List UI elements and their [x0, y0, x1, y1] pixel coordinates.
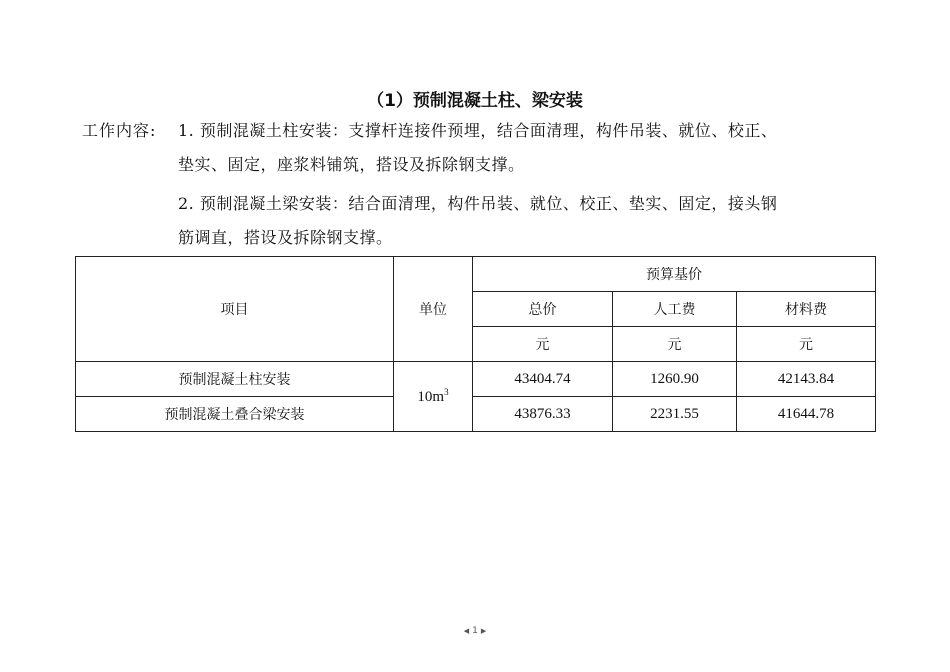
- work-content-label: 工作内容:: [82, 121, 157, 140]
- row-total: 43404.74: [473, 362, 613, 397]
- page-footer: [0, 626, 950, 636]
- unit-value: [394, 362, 473, 432]
- page-number: 1: [472, 626, 478, 636]
- budget-table: [75, 256, 876, 432]
- triangle-right-icon: ▶: [480, 627, 487, 635]
- currency-material: 元: [737, 327, 876, 362]
- header-budget-base-price: 预算基价: [473, 257, 876, 292]
- header-material: 材料费: [737, 292, 876, 327]
- table-row: [76, 397, 876, 432]
- work-item-2: 2. 预制混凝土梁安装：结合面清理，构件吊装、就位、校正、垫实、固定，接头钢: [178, 194, 778, 213]
- row-material: 42143.84: [737, 362, 876, 397]
- row-total: 43876.33: [473, 397, 613, 432]
- currency-total: 元: [473, 327, 613, 362]
- header-unit: 单位: [394, 257, 473, 362]
- unit-superscript: 3: [444, 387, 449, 397]
- row-material: 41644.78: [737, 397, 876, 432]
- header-total: 总价: [473, 292, 613, 327]
- table-row: [76, 362, 876, 397]
- work-item-1-cont: 垫实、固定，座浆料铺筑，搭设及拆除钢支撑。: [178, 155, 525, 174]
- work-item-2-cont: 筋调直，搭设及拆除钢支撑。: [178, 228, 393, 247]
- header-labor: 人工费: [613, 292, 737, 327]
- row-name: 预制混凝土叠合梁安装: [76, 397, 394, 432]
- triangle-left-icon: ◀: [463, 627, 470, 635]
- header-item: 项目: [76, 257, 394, 362]
- work-item-1: 1. 预制混凝土柱安装：支撑杆连接件预埋，结合面清理，构件吊装、就位、校正、: [178, 121, 778, 140]
- row-labor: 1260.90: [613, 362, 737, 397]
- currency-labor: 元: [613, 327, 737, 362]
- page-title: （1）预制混凝土柱、梁安装: [367, 91, 583, 111]
- row-labor: 2231.55: [613, 397, 737, 432]
- unit-base: 10m: [417, 389, 445, 405]
- row-name: 预制混凝土柱安装: [76, 362, 394, 397]
